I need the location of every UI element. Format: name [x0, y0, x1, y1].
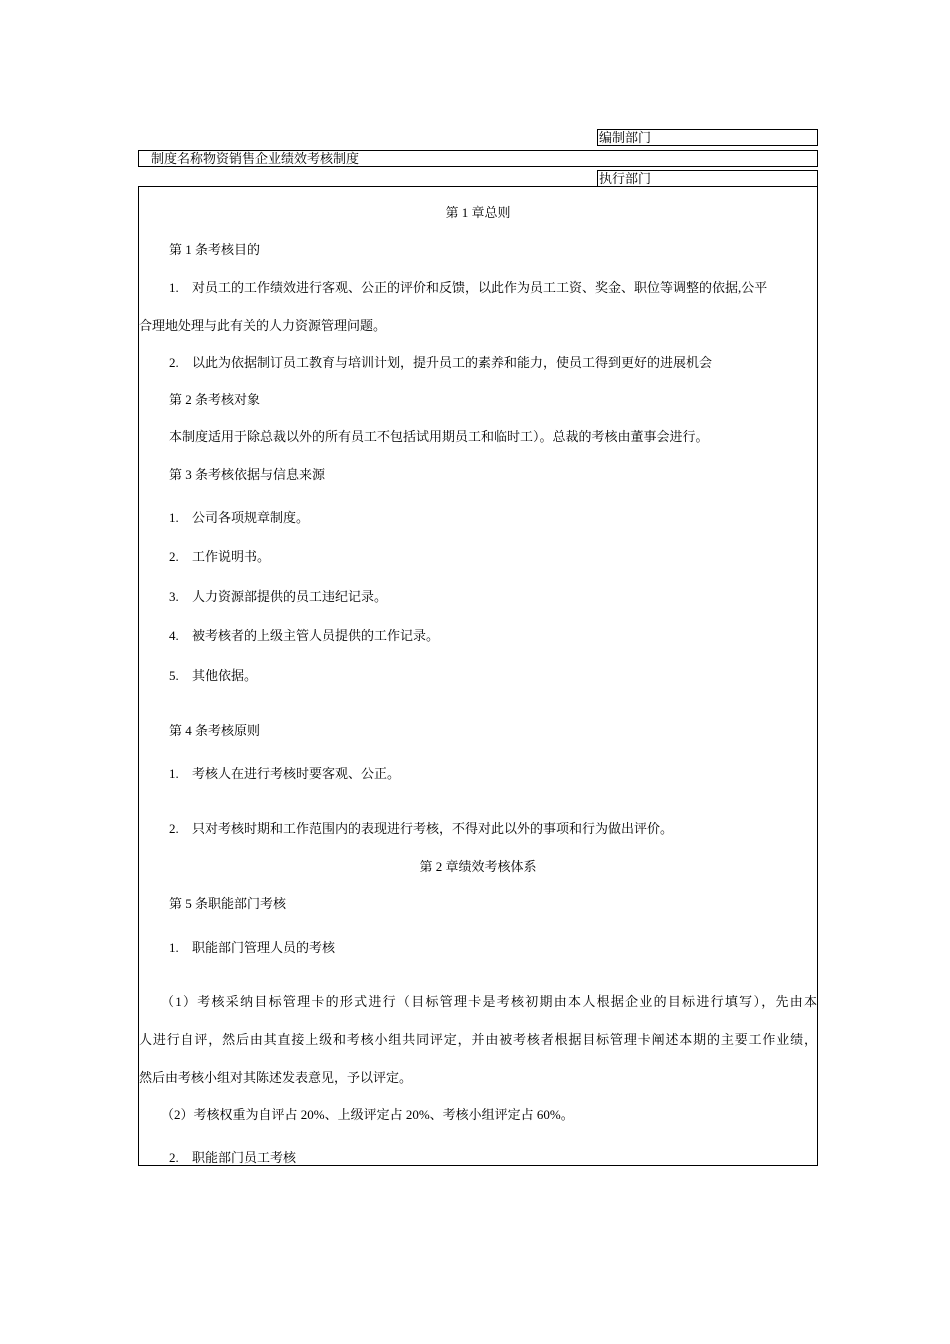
edit-dept-label: 编制部门: [599, 130, 652, 145]
chapter-1-title: 第 1 章总则: [445, 205, 511, 220]
exec-dept-label: 执行部门: [599, 171, 652, 186]
item-text: 职能部门员工考核: [192, 1150, 297, 1165]
item-text: 对员工的工作绩效进行客观、公正的评价和反馈，以此作为员工工资、奖金、职位等调整的依据,公平: [192, 280, 768, 295]
system-name-cell: [138, 150, 818, 167]
item-number: 1.: [169, 510, 179, 525]
article-5-title: 第 5 条职能部门考核: [169, 896, 287, 911]
article-5-item-1: [169, 940, 335, 956]
item-number: 4.: [169, 628, 179, 643]
article-3-item-2: [169, 549, 270, 565]
item-text: 被考核者的上级主管人员提供的工作记录。: [192, 628, 440, 643]
item-number: 2.: [169, 549, 179, 564]
article-5-item-2: [169, 1150, 296, 1166]
article-2-title: 第 2 条考核对象: [169, 392, 261, 407]
article-1-item-1-cont: 合理地处理与此有关的人力资源管理问题。: [139, 318, 387, 333]
item-text: 只对考核时期和工作范围内的表现进行考核，不得对此以外的事项和行为做出评价。: [192, 821, 674, 836]
item-number: 2.: [169, 1150, 179, 1165]
item-text: 职能部门管理人员的考核: [192, 940, 336, 955]
paragraph-1-line-2: 人进行自评，然后由其直接上级和考核小组共同评定，并由被考核者根据目标管理卡阐述本期的主要工作业绩，: [139, 1032, 817, 1047]
item-number: 1.: [169, 766, 179, 781]
article-3-item-5: [169, 668, 257, 684]
item-text: 人力资源部提供的员工违纪记录。: [192, 589, 388, 604]
item-text: 其他依据。: [192, 668, 258, 683]
article-3-title: 第 3 条考核依据与信息来源: [169, 467, 326, 482]
article-1-item-2: [169, 355, 712, 371]
item-text: 考核人在进行考核时要客观、公正。: [192, 766, 401, 781]
article-4-title: 第 4 条考核原则: [169, 723, 261, 738]
item-number: 2.: [169, 821, 179, 836]
article-3-item-1: [169, 510, 309, 526]
item-number: 1.: [169, 280, 179, 295]
article-3-item-4: [169, 628, 439, 644]
article-4-item-1: [169, 766, 400, 782]
article-4-item-2: [169, 821, 673, 837]
system-name: 制度名称物资销售企业绩效考核制度: [151, 151, 360, 166]
item-text: 工作说明书。: [192, 549, 271, 564]
exec-dept-cell: [597, 170, 818, 187]
paragraph-1-line-1: （1）考核采纳目标管理卡的形式进行（目标管理卡是考核初期由本人根据企业的目标进行填写），先由本: [161, 994, 817, 1009]
article-2-text: 本制度适用于除总裁以外的所有员工不包括试用期员工和临时工）。总裁的考核由董事会进行。: [169, 429, 709, 444]
item-number: 5.: [169, 668, 179, 683]
article-3-item-3: [169, 589, 387, 605]
paragraph-2: （2）考核权重为自评占 20%、上级评定占 20%、考核小组评定占 60%。: [161, 1107, 574, 1122]
paragraph-1-line-3: 然后由考核小组对其陈述发表意见，予以评定。: [139, 1070, 413, 1085]
document-body: [138, 186, 818, 1166]
item-number: 1.: [169, 940, 179, 955]
edit-dept-cell: [597, 129, 818, 146]
item-text: 公司各项规章制度。: [192, 510, 310, 525]
item-number: 3.: [169, 589, 179, 604]
chapter-2-title: 第 2 章绩效考核体系: [419, 859, 537, 874]
item-number: 2.: [169, 355, 179, 370]
article-1-item-1: [169, 280, 767, 296]
item-text: 以此为依据制订员工教育与培训计划，提升员工的素养和能力，使员工得到更好的进展机会: [192, 355, 713, 370]
article-1-title: 第 1 条考核目的: [169, 242, 261, 257]
